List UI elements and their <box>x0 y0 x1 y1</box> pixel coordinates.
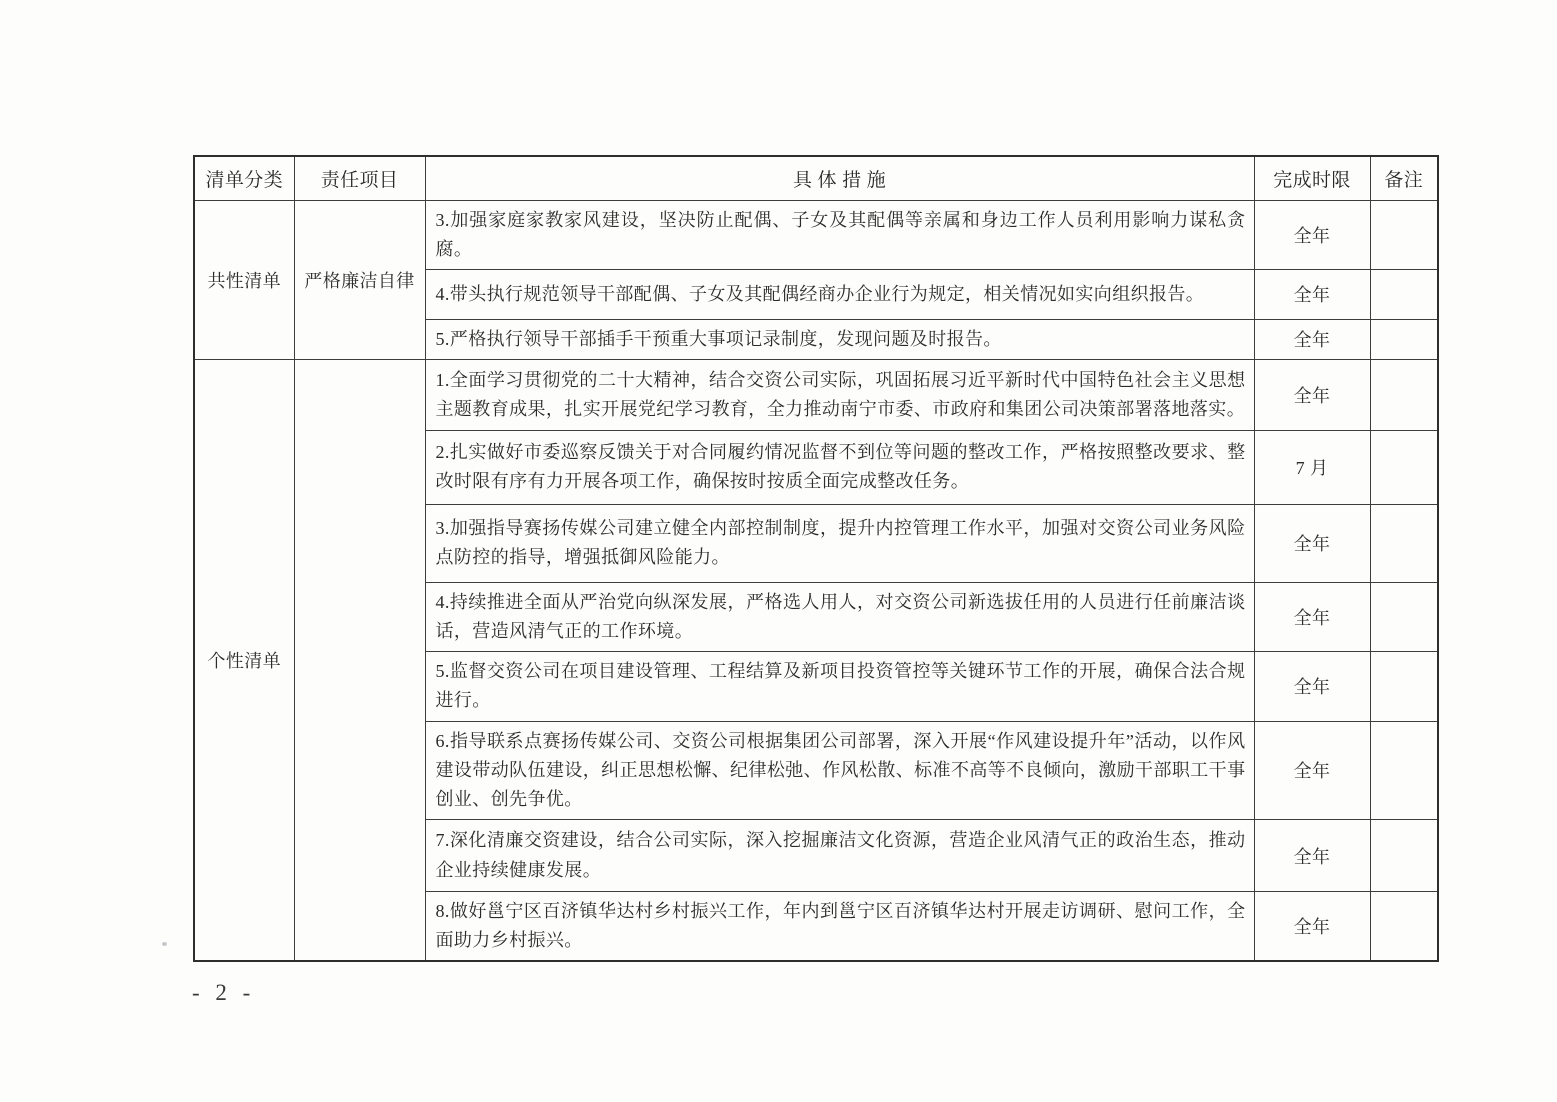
deadline-cell: 全年 <box>1254 359 1370 430</box>
remark-cell <box>1370 820 1438 892</box>
remark-cell <box>1370 892 1438 962</box>
measure-cell: 3.加强家庭家教家风建设，坚决防止配偶、子女及其配偶等亲属和身边工作人员利用影响力谋私贪腐。 <box>425 200 1254 269</box>
deadline-cell: 全年 <box>1254 582 1370 651</box>
col-header-category: 清单分类 <box>194 156 294 200</box>
deadline-cell: 全年 <box>1254 820 1370 892</box>
deadline-cell: 全年 <box>1254 200 1370 269</box>
remark-cell <box>1370 582 1438 651</box>
deadline-cell: 全年 <box>1254 652 1370 721</box>
table-row <box>194 359 1438 430</box>
col-header-project: 责任项目 <box>294 156 425 200</box>
measure-cell: 2.扎实做好市委巡察反馈关于对合同履约情况监督不到位等问题的整改工作，严格按照整改要求、整改时限有序有力开展各项工作，确保按时按质全面完成整改任务。 <box>425 430 1254 504</box>
remark-cell <box>1370 504 1438 582</box>
deadline-cell: 全年 <box>1254 504 1370 582</box>
remark-cell <box>1370 269 1438 319</box>
remark-cell <box>1370 200 1438 269</box>
scan-artifact-dot <box>162 942 167 946</box>
deadline-cell: 全年 <box>1254 721 1370 819</box>
deadline-cell: 全年 <box>1254 892 1370 962</box>
deadline-cell: 全年 <box>1254 269 1370 319</box>
col-header-deadline: 完成时限 <box>1254 156 1370 200</box>
remark-cell <box>1370 430 1438 504</box>
remark-cell <box>1370 721 1438 819</box>
table-header-row <box>194 156 1438 200</box>
remark-cell <box>1370 359 1438 430</box>
col-header-remark: 备注 <box>1370 156 1438 200</box>
deadline-cell: 全年 <box>1254 319 1370 359</box>
category-cell: 共性清单 <box>194 200 294 359</box>
measure-cell: 4.带头执行规范领导干部配偶、子女及其配偶经商办企业行为规定，相关情况如实向组织报告。 <box>425 269 1254 319</box>
measure-cell: 7.深化清廉交资建设，结合公司实际，深入挖掘廉洁文化资源，营造企业风清气正的政治生态，推动企业持续健康发展。 <box>425 820 1254 892</box>
measure-cell: 4.持续推进全面从严治党向纵深发展，严格选人用人，对交资公司新选拔任用的人员进行任前廉洁谈话，营造风清气正的工作环境。 <box>425 582 1254 651</box>
measure-cell: 5.监督交资公司在项目建设管理、工程结算及新项目投资管控等关键环节工作的开展，确保合法合规进行。 <box>425 652 1254 721</box>
deadline-cell: 7 月 <box>1254 430 1370 504</box>
measure-cell: 5.严格执行领导干部插手干预重大事项记录制度，发现问题及时报告。 <box>425 319 1254 359</box>
remark-cell <box>1370 319 1438 359</box>
project-cell: 严格廉洁自律 <box>294 200 425 359</box>
col-header-measures: 具 体 措 施 <box>425 156 1254 200</box>
remark-cell <box>1370 652 1438 721</box>
measure-cell: 8.做好邕宁区百济镇华达村乡村振兴工作，年内到邕宁区百济镇华达村开展走访调研、慰问工作，全面助力乡村振兴。 <box>425 892 1254 962</box>
category-cell: 个性清单 <box>194 359 294 961</box>
project-cell <box>294 359 425 961</box>
measure-cell: 3.加强指导赛扬传媒公司建立健全内部控制制度，提升内控管理工作水平，加强对交资公司业务风险点防控的指导，增强抵御风险能力。 <box>425 504 1254 582</box>
measure-cell: 6.指导联系点赛扬传媒公司、交资公司根据集团公司部署，深入开展“作风建设提升年”活动，以作风建设带动队伍建设，纠正思想松懈、纪律松弛、作风松散、标准不高等不良倾向，激励干部职工干事创业、创先争优。 <box>425 721 1254 819</box>
table-row <box>194 200 1438 269</box>
responsibility-table <box>193 155 1439 962</box>
page-number: - 2 - <box>192 980 256 1005</box>
measure-cell: 1.全面学习贯彻党的二十大精神，结合交资公司实际，巩固拓展习近平新时代中国特色社会主义思想主题教育成果，扎实开展党纪学习教育，全力推动南宁市委、市政府和集团公司决策部署落地落实。 <box>425 359 1254 430</box>
